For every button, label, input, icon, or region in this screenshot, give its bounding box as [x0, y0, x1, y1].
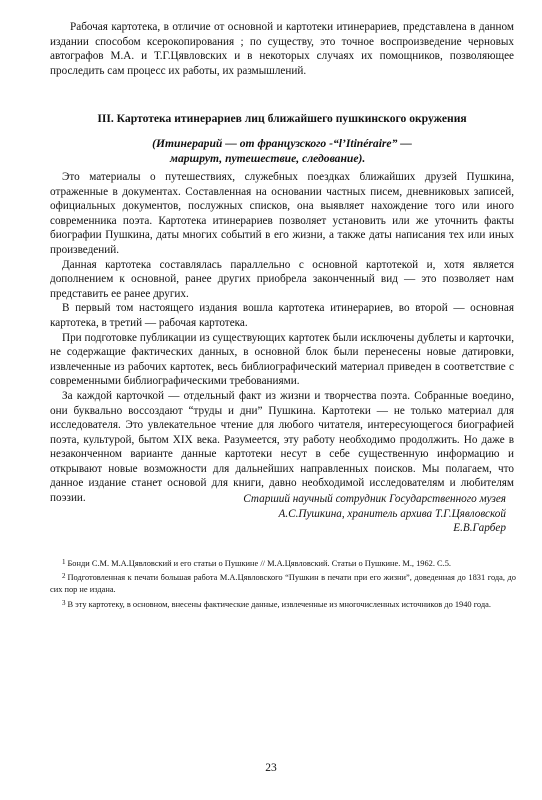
body-paragraph-3: В первый том настоящего издания вошла картотека итинерариев, во второй — основная картотека, в третий — рабочая картотека. — [50, 302, 514, 329]
footnote-3 — [50, 597, 516, 611]
intro-paragraph: Рабочая картотека, в отличие от основной и картотеки итинерариев, представлена в данном издании способом ксерокопирования ; по существу, это точное воспроизведение черновых автографов М.А. и Т.Г.Цявловских и в некоторых случаях их помощников, позволяющее проследить сам процесс их работы, их размышлений. — [50, 21, 514, 77]
footnote-2-number: 2 — [62, 572, 66, 581]
footnote-2-text: Подготовленная к печати большая работа М.А.Цявловского “Пушкин в печати при его жизни”, доведенная до 1831 года, до сих пор не издана. — [50, 573, 516, 595]
footnote-1-text: Бонди С.М. М.А.Цявловский и его статьи о Пушкине // М.А.Цявловский. Статьи о Пушкине. М., 1962. С.5. — [67, 559, 452, 568]
signature-line-3: Е.В.Гарбер — [453, 522, 506, 534]
intro-paragraph-block — [50, 20, 514, 78]
section-subtitle — [50, 136, 514, 166]
signature-line-1: Старший научный сотрудник Государственного музея — [243, 493, 506, 505]
body-paragraph-5: За каждой карточкой — отдельный факт из жизни и творчества поэта. Собранные воедино, они буквально воссоздают “труды и дни” Пушкина. Картотеки — не только материал для исследователя. Это увлекательное чтение для любого читателя, интересующегося биографией поэта, культурой, бытом XIX века. Разумеется, эту работу необходимо продолжить. Но даже в незаконченном варианте данные картотеки несут в себе существенную информацию и открывают новые возможности для дальнейших направленных поисков. Мы полагаем, что данное издание станет основой для книги, давно необходимой исследователям и любителям поэзии. — [50, 389, 514, 505]
body-paragraph-1: Это материалы о путешествиях, служебных поездках ближайших друзей Пушкина, отраженные в документах. Составленная на основании частных писем, дневниковых записей, официальных документов, послужных списков, она выявляет нахождение того или иного современника поэта. Картотека итинерариев позволяет установить или же уточнить факты биографии Пушкина, даты многих событий в его жизни, а также даты написания тех или иных произведений. — [50, 171, 514, 256]
footnotes — [50, 556, 516, 611]
section-subtitle-line-1: (Итинерарий — от французского -“l’Itinéraire” — — [152, 137, 412, 150]
footnote-1-number: 1 — [62, 558, 66, 566]
section-subtitle-line-2: маршрут, путешествие, следование). — [170, 152, 366, 165]
footnote-3-number: 3 — [62, 598, 66, 607]
footnote-1 — [50, 556, 516, 570]
body-paragraph-2: Данная картотека составлялась параллельно с основной картотекой и, хотя является дополнением к основной, ранее других приобрела законченный вид — это позволяет нам представить ее ранее других. — [50, 258, 514, 300]
section-title: III. Картотека итинерариев лиц ближайшего пушкинского окружения — [97, 112, 467, 125]
signature-line-2: А.С.Пушкина, хранитель архива Т.Г.Цявловской — [278, 507, 506, 520]
page-number: 23 — [265, 762, 277, 774]
footnote-2 — [50, 570, 516, 596]
footnote-3-text: В эту картотеку, в основном, внесены фактические данные, извлеченные из многочисленных источников до 1940 года. — [67, 599, 491, 609]
body-paragraph-4: При подготовке публикации из существующих картотек были исключены дублеты и карточки, не содержащие фактических данных, в основной блок были перенесены новые датировки, извлеченные из рабочих картотек, весь библиографический материал приведен в соответствие с современными библиографическими требованиями. — [50, 331, 514, 388]
body-text — [50, 170, 514, 506]
signature-block — [243, 492, 506, 536]
